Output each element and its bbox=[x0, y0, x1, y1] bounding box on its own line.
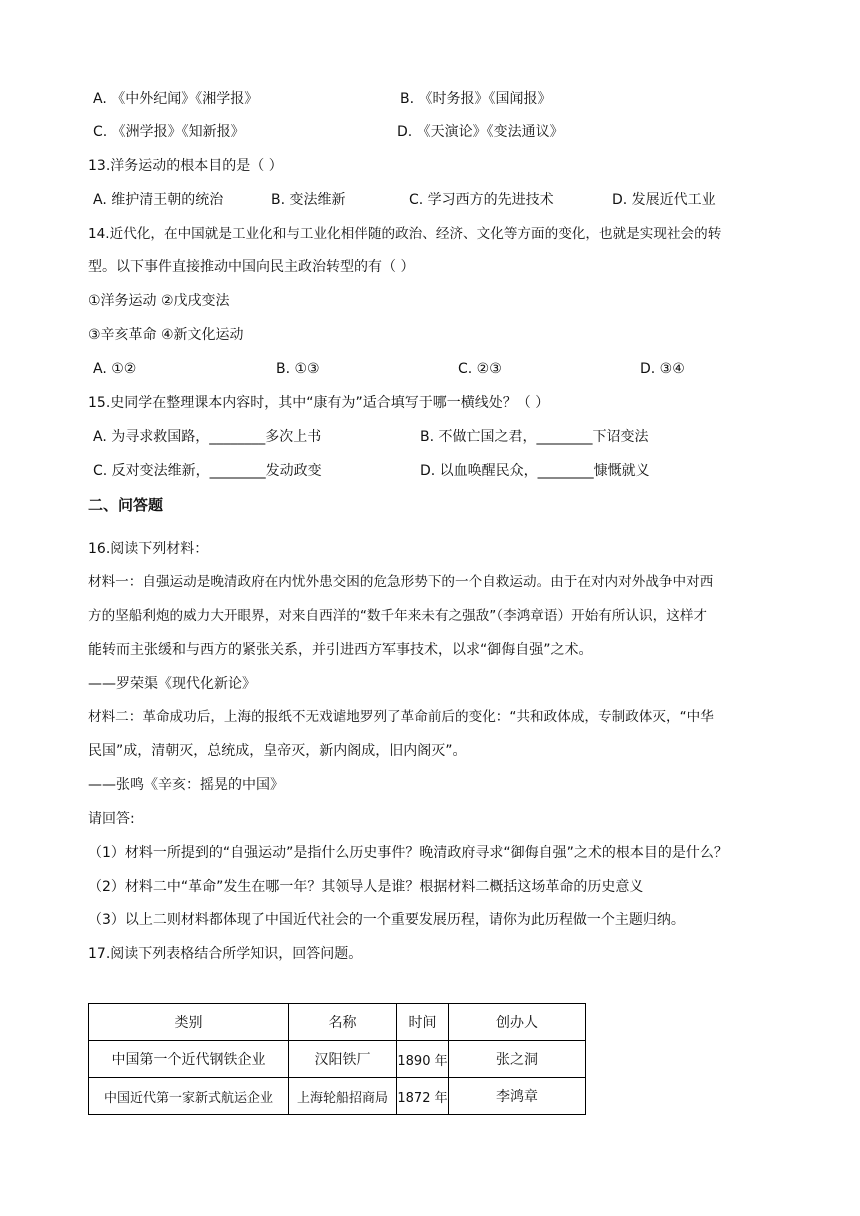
q13-option-d: D. 发展近代工业 bbox=[612, 192, 716, 208]
q14-items-line1: ①洋务运动 ②戊戌变法 bbox=[88, 293, 230, 309]
table-header-cell: 名称 bbox=[289, 1004, 397, 1041]
q12-option-b: B. 《时务报》《国闻报》 bbox=[400, 91, 552, 107]
q14-stem-line1: 14.近代化，在中国就是工业化和与工业化相伴随的政治、经济、文化等方面的变化，也就是实现社会的转 bbox=[88, 226, 722, 242]
q15-option-a: A. 为寻求救国路，________多次上书 bbox=[93, 429, 322, 445]
q16-material1-line3: 能转而主张缓和与西方的紧张关系，并引进西方军事技术，以求“御侮自强”之术。 bbox=[88, 642, 593, 658]
q16-material2-line2: 民国”成，清朝灭，总统成，皇帝灭，新内阁成，旧内阁灭”。 bbox=[88, 743, 467, 759]
table-header-cell: 类别 bbox=[89, 1004, 289, 1041]
q15-option-c: C. 反对变法维新，________发动政变 bbox=[93, 463, 322, 479]
table-header-row bbox=[89, 1004, 586, 1041]
table-cell: 中国第一个近代钢铁企业 bbox=[89, 1041, 289, 1078]
q14-option-a: A. ①② bbox=[93, 361, 137, 377]
enterprise-table bbox=[88, 1003, 586, 1115]
section-heading: 二、问答题 bbox=[88, 496, 164, 514]
q14-option-d: D. ③④ bbox=[640, 361, 685, 377]
q13-option-b: B. 变法维新 bbox=[271, 192, 346, 208]
q14-option-c: C. ②③ bbox=[458, 361, 502, 377]
q16-part2: （2）材料二中“革命”发生在哪一年？其领导人是谁？根据材料二概括这场革命的历史意义 bbox=[88, 879, 644, 895]
table-row bbox=[89, 1078, 586, 1115]
table-cell: 1872 年 bbox=[397, 1078, 449, 1115]
q16-part1: （1）材料一所提到的“自强运动”是指什么历史事件？晚清政府寻求“御侮自强”之术的根本目的是什么？ bbox=[88, 845, 728, 861]
table-cell: 李鸿章 bbox=[449, 1078, 586, 1115]
table-cell: 中国近代第一家新式航运企业 bbox=[89, 1078, 289, 1115]
q12-option-c: C. 《洲学报》《知新报》 bbox=[93, 124, 245, 140]
q13-stem: 13.洋务运动的根本目的是（ ） bbox=[88, 158, 283, 174]
q12-option-a: A. 《中外纪闻》《湘学报》 bbox=[93, 91, 259, 107]
q16-material2-line1: 材料二：革命成功后，上海的报纸不无戏谑地罗列了革命前后的变化：“共和政体成，专制政体灭，“中华 bbox=[88, 709, 714, 725]
q15-stem: 15.史同学在整理课本内容时，其中“康有为”适合填写于哪一横线处？（ ） bbox=[88, 395, 550, 411]
q16-source2: ——张鸣《辛亥：摇晃的中国》 bbox=[88, 777, 284, 793]
table-row bbox=[89, 1041, 586, 1078]
q13-option-a: A. 维护清王朝的统治 bbox=[93, 192, 224, 208]
q16-material1-line2: 方的坚船利炮的威力大开眼界，对来自西洋的“数千年来未有之强敌”（李鸿章语）开始有所认识，这样才 bbox=[88, 608, 708, 624]
q16-part3: （3）以上二则材料都体现了中国近代社会的一个重要发展历程，请你为此历程做一个主题归纳。 bbox=[88, 912, 685, 928]
q14-option-b: B. ①③ bbox=[276, 361, 320, 377]
q16-material1-line1: 材料一：自强运动是晚清政府在内忧外患交困的危急形势下的一个自救运动。由于在对内对外战争中对西 bbox=[88, 574, 714, 590]
q16-source1: ——罗荣渠《现代化新论》 bbox=[88, 676, 256, 692]
q13-option-c: C. 学习西方的先进技术 bbox=[409, 192, 554, 208]
table-header-cell: 时间 bbox=[397, 1004, 449, 1041]
table-cell: 1890 年 bbox=[397, 1041, 449, 1078]
q12-option-d: D. 《天演论》《变法通议》 bbox=[397, 124, 564, 140]
q15-option-d: D. 以血唤醒民众，________慷慨就义 bbox=[420, 463, 650, 479]
q16-ask: 请回答: bbox=[88, 811, 135, 827]
q17-stem: 17.阅读下列表格结合所学知识，回答问题。 bbox=[88, 946, 363, 962]
table-cell: 上海轮船招商局 bbox=[289, 1078, 397, 1115]
table-cell: 张之洞 bbox=[449, 1041, 586, 1078]
q16-intro: 16.阅读下列材料： bbox=[88, 541, 209, 557]
q15-option-b: B. 不做亡国之君，________下诏变法 bbox=[420, 429, 649, 445]
table-cell: 汉阳铁厂 bbox=[289, 1041, 397, 1078]
q14-stem-line2: 型。以下事件直接推动中国向民主政治转型的有（ ） bbox=[88, 259, 415, 275]
q14-items-line2: ③辛亥革命 ④新文化运动 bbox=[88, 327, 244, 343]
table-header-cell: 创办人 bbox=[449, 1004, 586, 1041]
